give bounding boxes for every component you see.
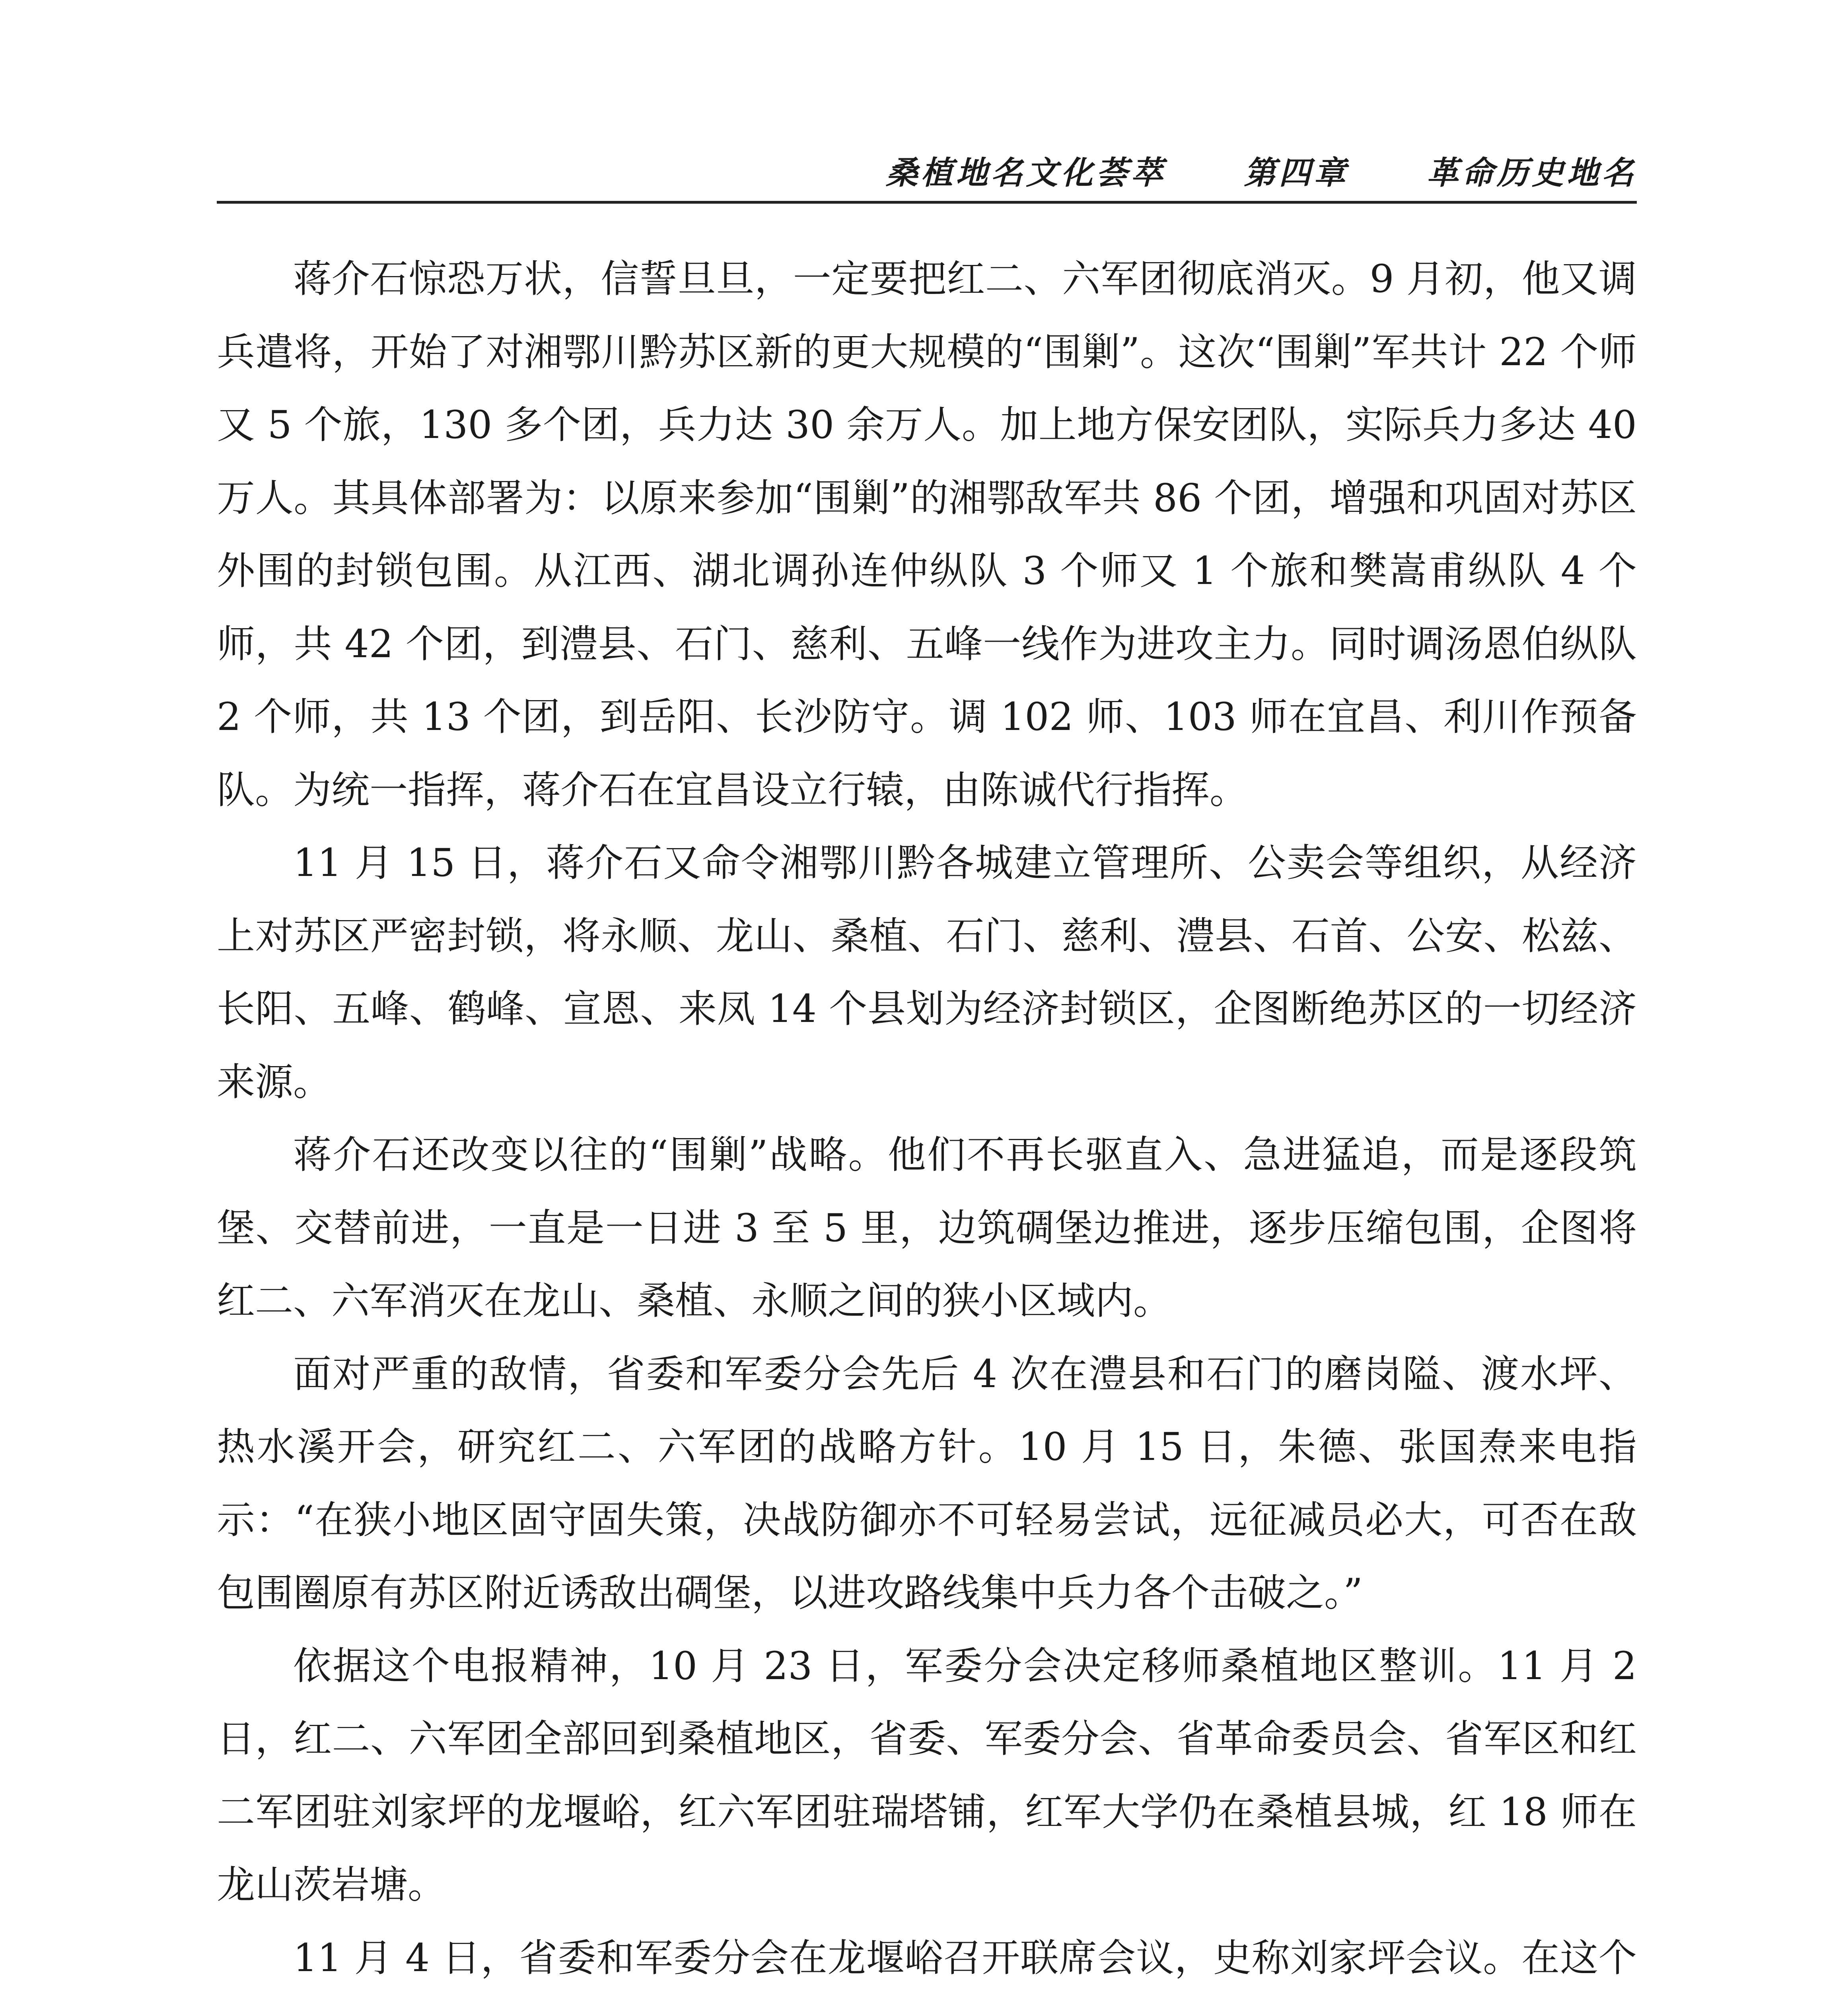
body-text [217, 243, 1637, 1989]
paragraph-6: 11 月 4 日，省委和军委分会在龙堰峪召开联席会议，史称刘家坪会议。在这个 [293, 1935, 1637, 1980]
paragraph-2: 11 月 15 日，蒋介石又命令湘鄂川黔各城建立管理所、公卖会等组织，从经济上对苏区严密封锁，将永顺、龙山、桑植、石门、慈利、澧县、石首、公安、松兹、长阳、五峰、鹤峰、宣恩、来凤 14 个县划为经济封锁区，企图断绝苏区的一切经济来源。 [217, 841, 1637, 1104]
paragraph-1: 蒋介石惊恐万状，信誓旦旦，一定要把红二、六军团彻底消灭。9 月初，他又调兵遣将，开始了对湘鄂川黔苏区新的更大规模的“围剿”。这次“围剿”军共计 22 个师又 5 个旅，130 多个团，兵力达 30 余万人。加上地方保安团队，实际兵力多达 40 万人。其具体部署为：以原来参加“围剿”的湘鄂敌军共 86 个团，增强和巩固对苏区外围的封锁包围。从江西、湖北调孙连仲纵队 3 个师又 1 个旅和樊嵩甫纵队 4 个师，共 42 个团，到澧县、石门、慈利、五峰一线作为进攻主力。同时调汤恩伯纵队 2 个师，共 13 个团，到岳阳、长沙防守。调 102 师、103 师在宜昌、利川作预备队。为统一指挥，蒋介石在宜昌设立行辕，由陈诚代行指挥。 [217, 257, 1637, 812]
book-title: 桑植地名文化荟萃 [886, 154, 1166, 191]
header-rule [217, 201, 1637, 204]
section-title: 革命历史地名 [1427, 154, 1637, 191]
paragraph-3: 蒋介石还改变以往的“围剿”战略。他们不再长驱直入、急进猛追，而是逐段筑堡、交替前进，一直是一日进 3 至 5 里，边筑碉堡边推进，逐步压缩包围，企图将红二、六军消灭在龙山、桑植、永顺之间的狭小区域内。 [217, 1133, 1637, 1323]
running-header [217, 147, 1637, 195]
paragraph-5: 依据这个电报精神，10 月 23 日，军委分会决定移师桑植地区整训。11 月 2 日，红二、六军团全部回到桑植地区，省委、军委分会、省革命委员会、省军区和红二军团驻刘家坪的龙堰峪，红六军团驻瑞塔铺，红军大学仍在桑植县城，红 18 师在龙山茨岩塘。 [217, 1643, 1637, 1907]
chapter-label: 第四章 [1244, 154, 1349, 191]
paragraph-4: 面对严重的敌情，省委和军委分会先后 4 次在澧县和石门的磨岗隘、渡水坪、热水溪开会，研究红二、六军团的战略方针。10 月 15 日，朱德、张国焘来电指示：“在狭小地区固守固失策，决战防御亦不可轻易尝试，远征减员必大，可否在敌包围圈原有苏区附近诱敌出碉堡，以进攻路线集中兵力各个击破之。” [217, 1351, 1637, 1615]
